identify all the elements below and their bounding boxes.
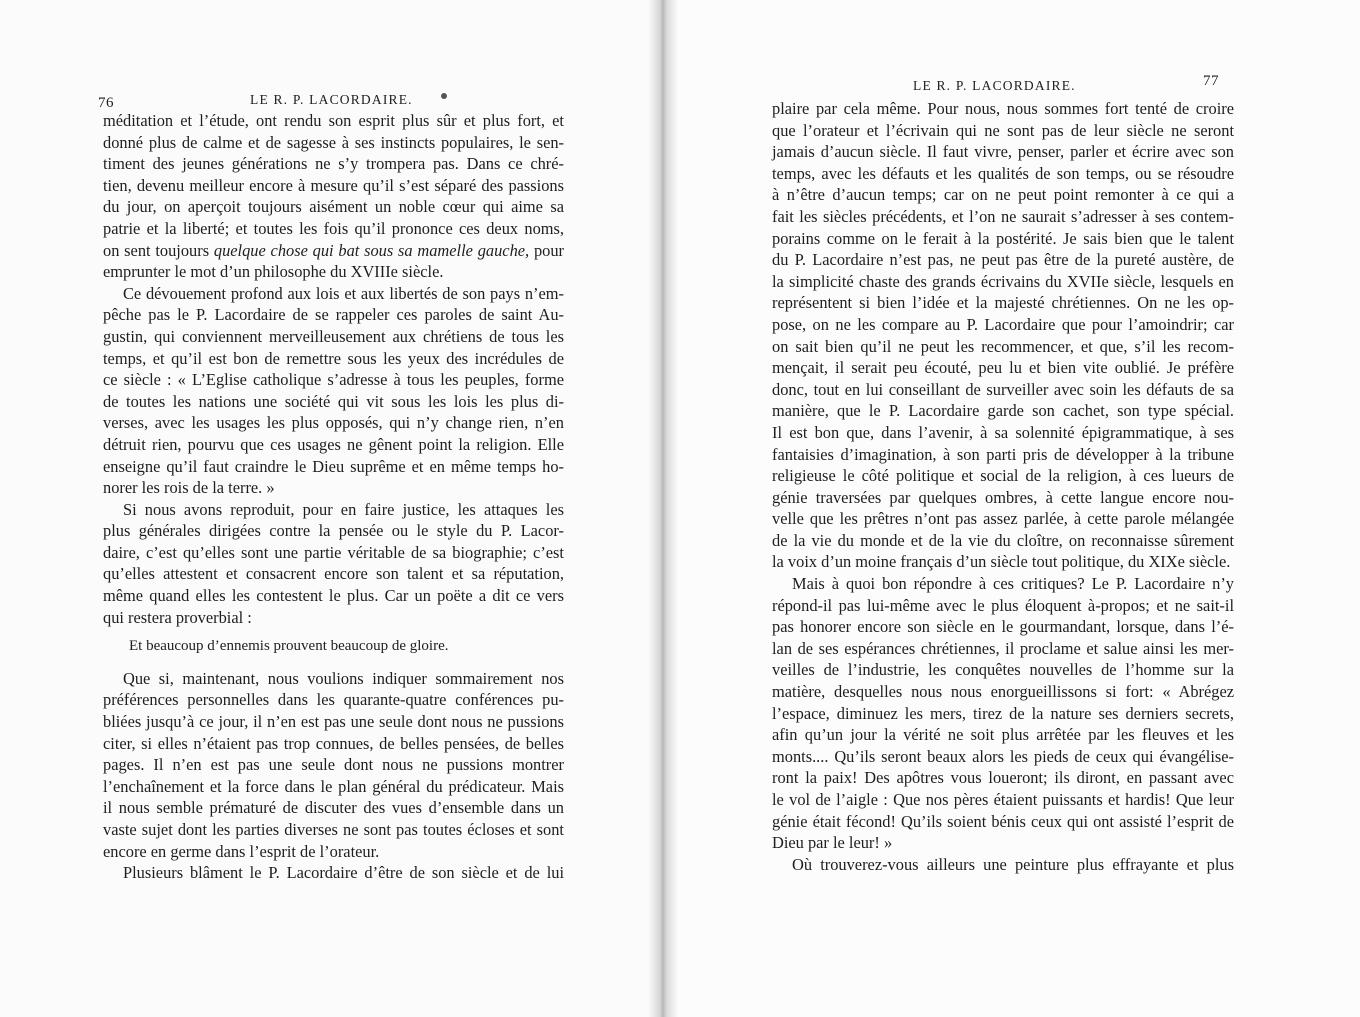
text-line: plaire par cela même. Pour nous, nous sommes fort tenté de croire — [772, 99, 1234, 118]
text-line: Où trouverez-vous ailleurs une peinture plus effrayante et plus — [792, 854, 1234, 874]
text-line: temps, avec les défauts et les qualités de son temps, ou se résoudre — [772, 163, 1234, 183]
text-line: du P. Lacordaire n’est pas, ne peut pas être de la pureté austère, de — [772, 250, 1234, 270]
text-line: qu’elles attestent et consacrent encore son talent et sa réputation, — [103, 564, 564, 584]
text-line: méditation et l’étude, ont rendu son esprit plus sûr et plus fort, et — [103, 111, 564, 130]
right-page-number: 77 — [1203, 73, 1219, 89]
text-line: pages. Il n’en est pas une seule dont nous ne pussions montrer — [103, 755, 564, 775]
text-line: on sait bien qu’il ne peut les recommencer, et que, s’il les recom- — [772, 336, 1234, 356]
text-line: Il est bon que, dans l’avenir, à sa solennité épigrammatique, à ses — [772, 422, 1234, 442]
text-line: afin qu’un jour la vérité ne soit plus arrêtée par les fleuves et les — [772, 725, 1234, 745]
text-line: la simplicité chaste des grands écrivains du XVIIe siècle, lesquels en — [772, 271, 1234, 291]
text-line: manière, que le P. Lacordaire garde son cachet, son type spécial. — [772, 401, 1234, 421]
right-page-text — [772, 98, 1234, 875]
text-line: on sent toujours quelque chose qui bat sous sa mamelle gauche, pour — [103, 240, 564, 260]
text-line: patrie et la liberté; et toutes les fois qu’il prononce ces deux noms, — [103, 218, 564, 238]
text-line: matière, desquelles nous nous enorgueillissons si fort: « Abrégez — [772, 682, 1234, 702]
italic-citation: quelque chose qui bat sous sa mamelle gauche, — [213, 240, 530, 260]
text-line: plus générales dirigées contre la pensée ou le style du P. Lacor- — [103, 521, 564, 541]
text-line: encore en germe dans l’esprit de l’orateur. — [103, 841, 380, 861]
text-line: la voix d’un moine français d’un siècle tout politique, du XIXe siècle. — [772, 552, 1231, 572]
text-line: lan de ses espérances chrétiennes, il proclame et salue ainsi les mer- — [772, 638, 1234, 658]
text-line: pose, on ne les compare au P. Lacordaire que pour l’amoindrir; car — [772, 314, 1234, 334]
text-line: à n’être d’aucun temps; car on ne peut point remonter à ce qui a — [772, 185, 1234, 205]
text-line: vaste sujet dont les parties diverses ne sont pas toutes écloses et sont — [103, 820, 564, 839]
text-line: daire, c’est qu’elles sont une partie véritable de sa biographie; c’est — [103, 542, 564, 562]
text-line: emprunter le mot d’un philosophe du XVIIIe siècle. — [103, 262, 444, 282]
left-page-text — [103, 110, 564, 884]
text-line: que l’orateur et l’écrivain qui ne sont pas de leur siècle ne seront — [772, 120, 1234, 140]
text-line: représentent si bien l’idée et la majesté chrétiennes. On ne les op- — [772, 293, 1234, 313]
text-line: l’enchaînement et la force dans le plan général du prédicateur. Mais — [103, 776, 564, 796]
text-line: temps, et qu’il est bon de remettre sous les yeux des incrédules de — [103, 348, 564, 368]
text-line: du jour, on aperçoit toujours aisément un noble cœur qui aime sa — [103, 197, 564, 217]
text-line: porains comme on le ferait à la postérité. Je sais bien que le talent — [772, 228, 1234, 248]
text-line: de la vie du monde et de la vie du cloître, on reconnaisse sûrement — [772, 530, 1234, 550]
text-line: génie était fécond! Qu’ils soient bénis ceux qui ont assisté l’esprit de — [772, 811, 1234, 831]
text-line: pêche pas le P. Lacordaire de se rappeler ces paroles de saint Au- — [103, 305, 564, 325]
text-line: velle que les prêtres n’ont pas assez parlée, à cette parole mélangée — [772, 509, 1234, 529]
text-line: bliées jusqu’à ce jour, il n’en est pas une seule dont nous ne pussions — [103, 712, 564, 732]
text-line: Mais à quoi bon répondre à ces critiques? Le P. Lacordaire n’y — [792, 574, 1234, 594]
text-line: enseigne qu’il faut craindre le Dieu suprême et en même temps ho- — [103, 456, 564, 476]
text-line: il nous semble prématuré de discuter des vues d’ensemble dans un — [103, 798, 564, 818]
text-line: fait les siècles précédents, et l’on ne saurait s’adresser à ses contem- — [772, 206, 1234, 226]
text-line: mençait, il serait peu écouté, peu lu et bien vite oublié. Je préfère — [772, 358, 1234, 378]
text-line: détruit rien, pourvu que ces usages ne gênent point la religion. Elle — [103, 434, 564, 454]
text-line: pas honorer encore son siècle en le gourmandant, lorsque, dans l’é- — [772, 617, 1234, 637]
text-line: tien, devenu meilleur encore à mesure qu’il s’est séparé des passions — [103, 175, 564, 195]
text-line: génie traversées par quelques ombres, à cette langue encore nou- — [772, 487, 1234, 507]
text-line: religieuse le côté politique et social de la religion, à ces lueurs de — [772, 466, 1234, 486]
text-line: Plusieurs blâment le P. Lacordaire d’être de son siècle et de lui — [123, 863, 564, 883]
ink-spot — [441, 93, 447, 99]
text-line: ront la paix! Des apôtres vous loueront; ils diront, en passant avec — [772, 768, 1234, 788]
text-line: Ce dévouement profond aux lois et aux libertés de son pays n’em- — [123, 283, 564, 303]
left-running-head: LE R. P. LACORDAIRE. — [250, 92, 413, 107]
left-page-number: 76 — [98, 95, 114, 111]
text-line: préférences personnelles dans les quarante-quatre conférences pu- — [103, 690, 564, 710]
book-gutter — [648, 0, 678, 1017]
text-line: citer, si elles n’étaient pas trop connues, de belles pensées, de belles — [103, 733, 564, 753]
text-line: fantaisies d’imagination, à son parti pris de développer à la tribune — [772, 444, 1234, 464]
text-line: norer les rois de la terre. » — [103, 478, 275, 498]
text-line: le vol de l’aigle : Que nos pères étaient puissants et hardis! Que leur — [772, 790, 1234, 809]
text-line: Que si, maintenant, nous voulions indiquer sommairement nos — [123, 668, 564, 688]
text-line: qui restera proverbial : — [103, 607, 252, 627]
text-line: ce siècle : « L’Eglise catholique s’adresse à tous les peuples, forme — [103, 370, 564, 390]
text-line: donné plus de calme et de sagesse à ses instincts populaires, le sen- — [103, 132, 564, 152]
text-line: veilles de l’industrie, les conquêtes nouvelles de l’homme sur la — [772, 660, 1234, 680]
text-line: jamais d’aucun siècle. Il faut vivre, penser, parler et écrire avec son — [772, 142, 1234, 162]
right-running-head: LE R. P. LACORDAIRE. — [913, 78, 1076, 93]
text-line: Si nous avons reproduit, pour en faire justice, les attaques les — [123, 499, 564, 519]
text-line: de toutes les nations une société qui vit sous les lois les plus di- — [103, 391, 564, 411]
text-line: donc, tout en lui conseillant de surveiller avec soin les défauts de sa — [772, 379, 1234, 399]
verse-quote: Et beaucoup d’ennemis prouvent beaucoup de gloire. — [129, 638, 449, 655]
text-line: timent des jeunes générations ne s’y trompera pas. Dans ce chré- — [103, 154, 564, 174]
text-line: gustin, qui conviennent merveilleusement aux chrétiens de tous les — [103, 326, 564, 346]
text-line: monts.... Qu’ils seront beaux alors les pieds de ceux qui évangélise- — [772, 746, 1234, 766]
text-line: l’espace, diminuez les mers, tirez de la nature ses derniers secrets, — [772, 703, 1234, 723]
text-line: verses, avec les usages les plus opposés, qui n’y change rien, n’en — [103, 413, 564, 433]
text-line: Dieu par le leur! » — [772, 833, 893, 853]
text-line: répond-il pas lui-même avec le plus éloquent à-propos; et ne sait-il — [772, 595, 1234, 615]
text-line: même quand elles les contestent le plus. Car un poëte a dit ce vers — [103, 586, 564, 606]
